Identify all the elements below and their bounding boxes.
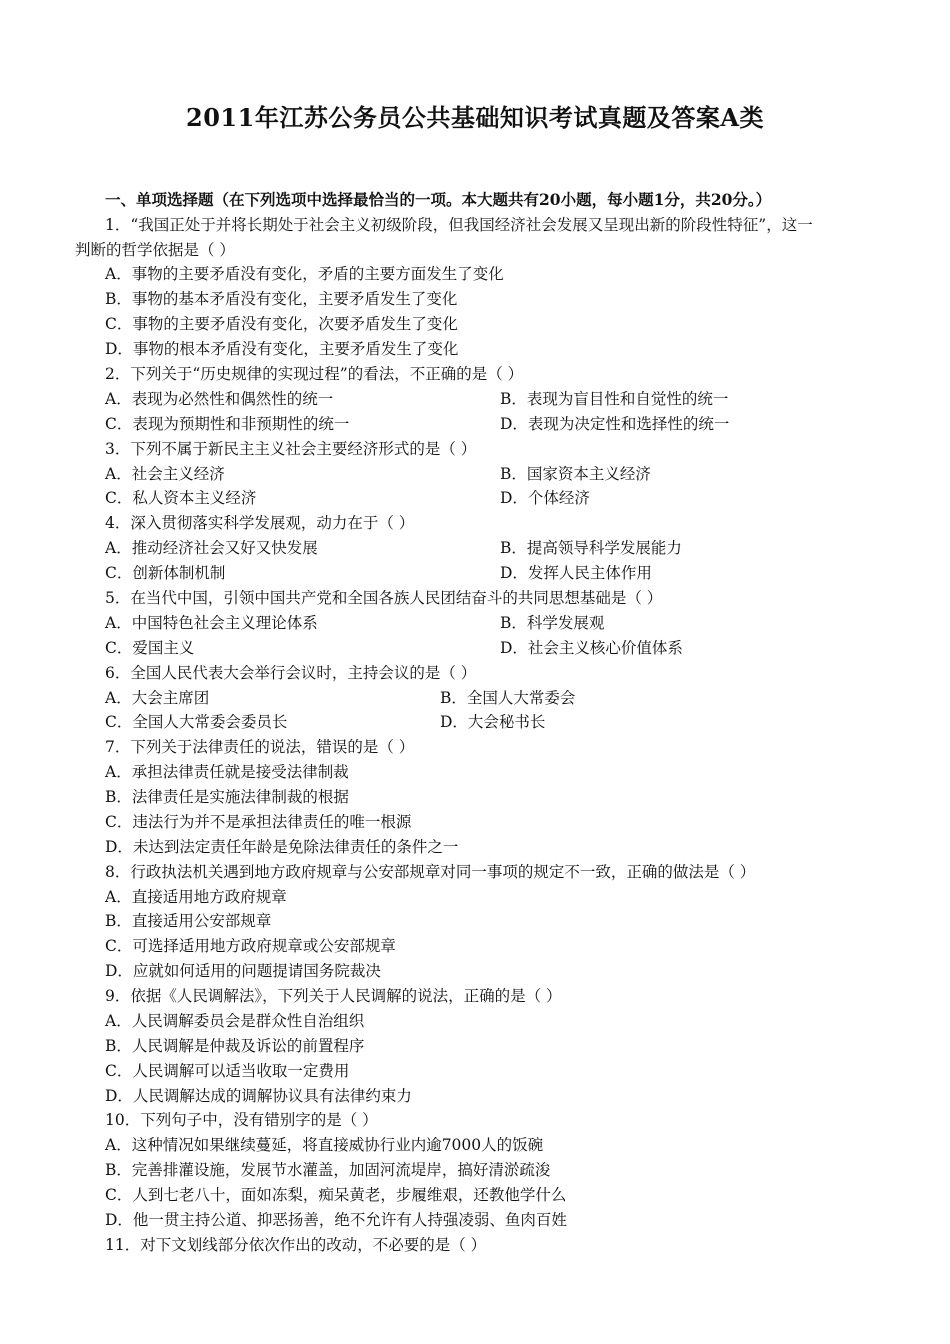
question-2-option-a: A．表现为必然性和偶然性的统一	[105, 390, 334, 408]
question-9-option-a: A．人民调解委员会是群众性自治组织	[105, 1012, 365, 1030]
question-7-option-a: A．承担法律责任就是接受法律制裁	[105, 763, 349, 781]
question-3-option-c: C．私人资本主义经济	[105, 489, 257, 507]
question-2-stem: 2．下列关于“历史规律的实现过程”的看法，不正确的是（ ）	[105, 365, 524, 383]
question-2-option-d: D．表现为决定性和选择性的统一	[500, 415, 730, 433]
question-1-option-c: C．事物的主要矛盾没有变化，次要矛盾发生了变化	[105, 315, 458, 333]
question-5-option-d: D．社会主义核心价值体系	[500, 639, 683, 657]
question-10-option-c: C．人到七老八十，面如冻梨，痴呆黄老，步履维艰，还教他学什么	[105, 1186, 567, 1204]
question-4-option-d: D．发挥人民主体作用	[500, 564, 652, 582]
question-10-option-b: B．完善排灌设施，发展节水灌盖，加固河流堤岸，搞好清淤疏浚	[105, 1161, 551, 1179]
question-8-option-c: C．可选择适用地方政府规章或公安部规章	[105, 937, 396, 955]
question-5-option-c: C．爱国主义	[105, 639, 195, 657]
question-1-option-d: D．事物的根本矛盾没有变化，主要矛盾发生了变化	[105, 340, 459, 358]
question-8-option-b: B．直接适用公安部规章	[105, 912, 272, 930]
question-6-option-b: B．全国人大常委会	[440, 689, 576, 707]
question-5-option-b: B．科学发展观	[500, 614, 605, 632]
question-4-stem: 4．深入贯彻落实科学发展观，动力在于（ ）	[105, 514, 415, 532]
question-4-option-b: B．提高领导科学发展能力	[500, 539, 682, 557]
question-6-option-d: D．大会秘书长	[440, 713, 546, 731]
question-3-option-d: D．个体经济	[500, 489, 590, 507]
question-1-stem: 1．“我国正处于并将长期处于社会主义初级阶段，但我国经济社会发展又呈现出新的阶段性特征”，这一	[105, 216, 813, 234]
question-9-option-c: C．人民调解可以适当收取一定费用	[105, 1062, 350, 1080]
question-10-option-a: A．这种情况如果继续蔓延，将直接威协行业内逾7000人的饭碗	[105, 1136, 544, 1154]
question-2-option-b: B．表现为盲目性和自觉性的统一	[500, 390, 729, 408]
question-1-option-b: B．事物的基本矛盾没有变化，主要矛盾发生了变化	[105, 290, 458, 308]
question-9-option-b: B．人民调解是仲裁及诉讼的前置程序	[105, 1037, 365, 1055]
question-4-option-c: C．创新体制机制	[105, 564, 226, 582]
question-8-option-a: A．直接适用地方政府规章	[105, 888, 287, 906]
section-heading: 一、单项选择题（在下列选项中选择最恰当的一项。本大题共有20小题，每小题1分，共20分。）	[105, 190, 772, 209]
question-2-option-c: C．表现为预期性和非预期性的统一	[105, 415, 350, 433]
question-10-option-d: D．他一贯主持公道、抑恶扬善，绝不允许有人持强凌弱、鱼肉百姓	[105, 1211, 567, 1229]
question-7-option-c: C．违法行为并不是承担法律责任的唯一根源	[105, 813, 412, 831]
page-title: 2011年江苏公务员公共基础知识考试真题及答案A类	[186, 103, 764, 132]
question-5-option-a: A．中国特色社会主义理论体系	[105, 614, 318, 632]
question-6-stem: 6．全国人民代表大会举行会议时，主持会议的是（ ）	[105, 664, 477, 682]
question-1-stem-cont: 判断的哲学依据是（ ）	[75, 241, 235, 259]
question-3-option-a: A．社会主义经济	[105, 465, 225, 483]
question-6-option-c: C．全国人大常委会委员长	[105, 713, 288, 731]
question-9-stem: 9．依据《人民调解法》，下列关于人民调解的说法，正确的是（ ）	[105, 987, 562, 1005]
question-3-stem: 3．下列不属于新民主主义社会主要经济形式的是（ ）	[105, 440, 477, 458]
question-10-stem: 10．下列句子中，没有错别字的是（ ）	[105, 1111, 378, 1129]
question-7-option-d: D．未达到法定责任年龄是免除法律责任的条件之一	[105, 838, 459, 856]
question-9-option-d: D．人民调解达成的调解协议具有法律约束力	[105, 1087, 412, 1105]
question-7-option-b: B．法律责任是实施法律制裁的根据	[105, 788, 349, 806]
question-8-stem: 8．行政执法机关遇到地方政府规章与公安部规章对同一事项的规定不一致，正确的做法是（ ）	[105, 863, 756, 881]
question-7-stem: 7．下列关于法律责任的说法，错误的是（ ）	[105, 738, 415, 756]
question-5-stem: 5．在当代中国，引领中国共产党和全国各族人民团结奋斗的共同思想基础是（ ）	[105, 589, 663, 607]
question-6-option-a: A．大会主席团	[105, 689, 210, 707]
question-3-option-b: B．国家资本主义经济	[500, 465, 651, 483]
question-8-option-d: D．应就如何适用的问题提请国务院裁决	[105, 962, 381, 980]
question-4-option-a: A．推动经济社会又好又快发展	[105, 539, 318, 557]
question-11-stem: 11．对下文划线部分依次作出的改动，不必要的是（ ）	[105, 1236, 487, 1254]
question-1-option-a: A．事物的主要矛盾没有变化，矛盾的主要方面发生了变化	[105, 265, 504, 283]
